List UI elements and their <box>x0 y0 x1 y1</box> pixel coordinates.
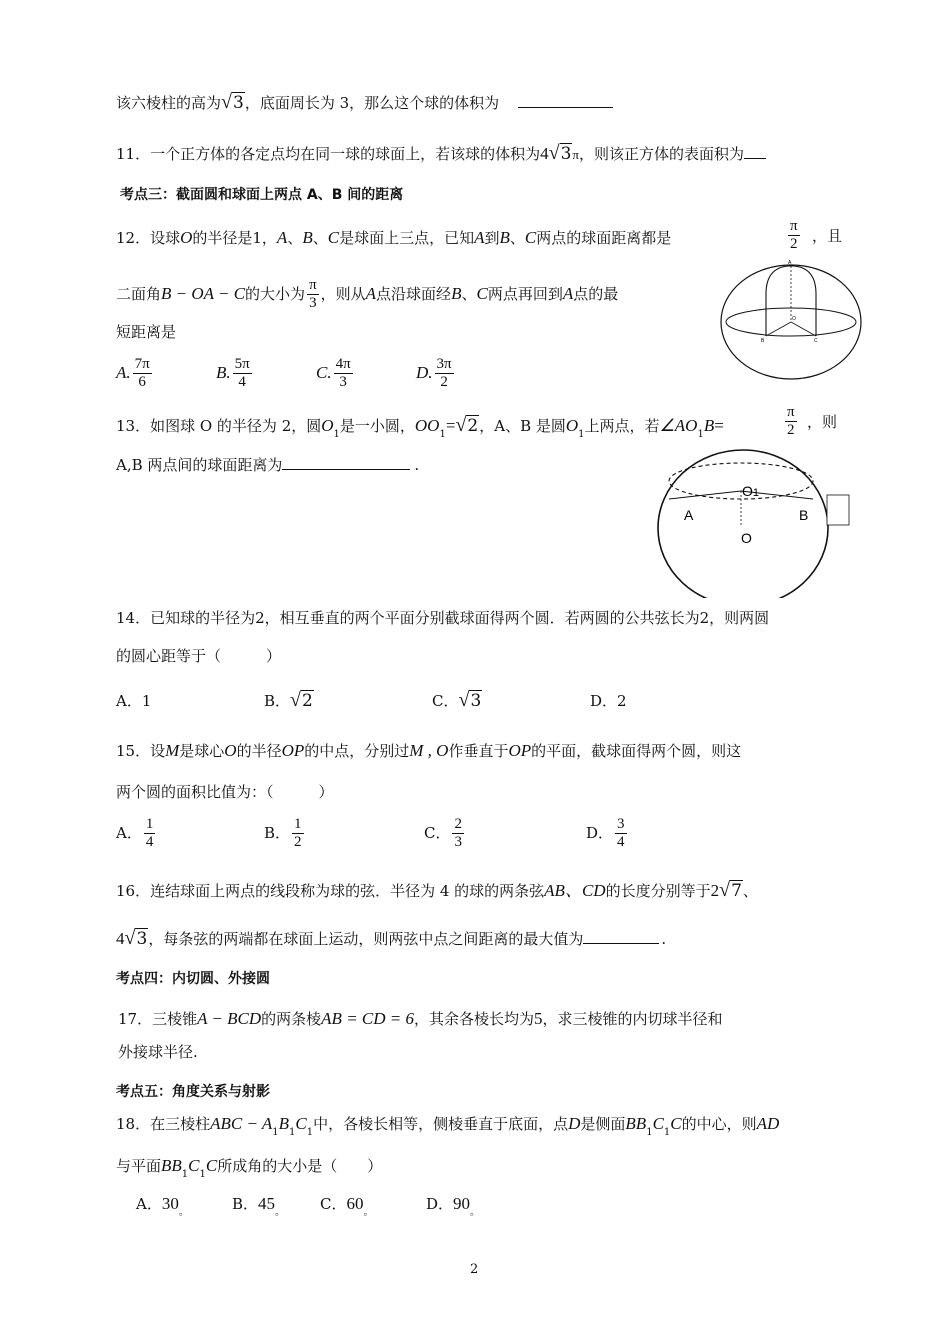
q12-options <box>116 356 516 392</box>
option-d: D. $\frac{3\pi}{2}$ <box>416 356 452 391</box>
fig-label-o1: O1 <box>742 483 760 499</box>
option-c: C．√3 <box>432 689 482 711</box>
option-d: D． $\frac{3}{4}$ <box>586 816 625 851</box>
q18-line2: 与平面$BB_1C_1C$所成角的大小是（ ） <box>116 1156 383 1180</box>
option-d: D．$90_。$ <box>426 1194 481 1218</box>
q16-line2: 4√3，每条弦的两端都在球面上运动，则两弦中点之间距离的最大值为 . <box>116 927 667 949</box>
q13-line1: 13．如图球 O 的半径为 2，圆$O_1$是一小圆，$OO_1=√2$，A、B 是圆$O_1$上两点，若$\angle AO_1B=$ <box>116 414 724 440</box>
q12-frac-pi-2: $\frac{\pi}{2}$ <box>790 218 798 253</box>
q16-line1: 16．连结球面上两点的线段称为球的弦．半径为 4 的球的两条弦AB、CD的长度分别等于2√7、 <box>116 879 758 901</box>
fig-label-o: O <box>792 316 796 322</box>
page-number: 2 <box>470 1262 479 1277</box>
q14-line2: 的圆心距等于（ ） <box>116 647 282 665</box>
q13-frac-pi-2: $\frac{\pi}{2}$ <box>787 404 795 439</box>
q18-line1: 18．在三棱柱ABC − $A_1B_1C_1$中，各棱长相等，侧棱垂直于底面，点D是侧面$BB_1C_1C$的中心，则AD <box>116 1114 780 1138</box>
answer-blank <box>583 943 659 944</box>
option-a: A． $\frac{1}{4}$ <box>116 816 154 851</box>
option-b: B． $\frac{1}{2}$ <box>264 816 302 851</box>
q17-line2: 外接球半径. <box>118 1043 198 1061</box>
q15-line2: 两个圆的面积比值为：（ ） <box>116 783 334 801</box>
fig-label-o: O <box>741 530 752 546</box>
q12-line1-end: ，且 <box>812 227 843 245</box>
option-a: A．1 <box>116 692 152 710</box>
q18-options <box>136 1195 480 1218</box>
option-c: C． $\frac{2}{3}$ <box>424 816 462 851</box>
answer-blank <box>282 469 410 470</box>
q12-line3: 短距离是 <box>116 323 177 341</box>
option-b: B. $\frac{5\pi}{4}$ <box>216 356 250 391</box>
q10-sqrt3: 3 <box>233 93 244 113</box>
fig-label-a: A <box>684 507 694 523</box>
option-c: C. $\frac{4\pi}{3}$ <box>316 356 351 391</box>
fig-label-b: B <box>799 507 809 523</box>
fig-label-c: C <box>814 338 818 344</box>
section-heading-4: 考点四：内切圆、外接圆 <box>116 971 270 987</box>
section-heading-5: 考点五：角度关系与射影 <box>116 1084 270 1100</box>
q17-line1: 17．三棱锥A − BCD的两条棱AB = CD = 6，其余各棱长均为5，求三棱锥的内切球半径和 <box>118 1009 723 1028</box>
option-b: B．$45_。$ <box>232 1194 286 1218</box>
q11-line: 11．一个正方体的各定点均在同一球的球面上，若该球的体积为4√3π，则该正方体的表面积为 <box>116 143 766 163</box>
q13-line1-end: ，则 <box>807 413 838 431</box>
option-a: A. $\frac{7\pi}{6}$ <box>116 356 150 391</box>
fig-label-a: A <box>788 260 792 266</box>
answer-blank <box>518 107 613 108</box>
q12-line2: 二面角B − OA − C的大小为 $\frac{\pi}{3}$ ，则从A点沿球面经B、C两点再回到A点的最 <box>116 277 619 312</box>
option-a: A．$30_。$ <box>136 1194 189 1218</box>
answer-blank <box>744 158 766 159</box>
q13-sphere-figure <box>655 448 850 598</box>
q12-line1: 12．设球O的半径是1，A、B、C是球面上三点，已知A到B、C两点的球面距离都是 <box>116 228 672 247</box>
q15-line1: 15．设M是球心O的半径OP的中点，分别过M , O作垂直于OP的平面，截球面得两个圆，则这 <box>116 741 742 760</box>
fig-label-b: B <box>761 338 765 344</box>
q10-line: 该六棱柱的高为√3，底面周长为 3，那么这个球的体积为 <box>116 92 613 112</box>
option-c: C．$60_。$ <box>320 1194 374 1218</box>
q12-sphere-figure <box>718 258 866 382</box>
option-b: B．√2 <box>264 689 313 711</box>
q13-line2: A,B 两点间的球面距离为 . <box>116 456 420 474</box>
option-d: D．2 <box>590 692 627 710</box>
q14-options <box>116 690 627 710</box>
q15-options <box>116 816 629 852</box>
section-heading-3: 考点三：截面圆和球面上两点 A、B 间的距离 <box>120 187 404 203</box>
q14-line1: 14．已知球的半径为2，相互垂直的两个平面分别截球面得两个圆．若两圆的公共弦长为2，则两圆 <box>116 609 770 627</box>
